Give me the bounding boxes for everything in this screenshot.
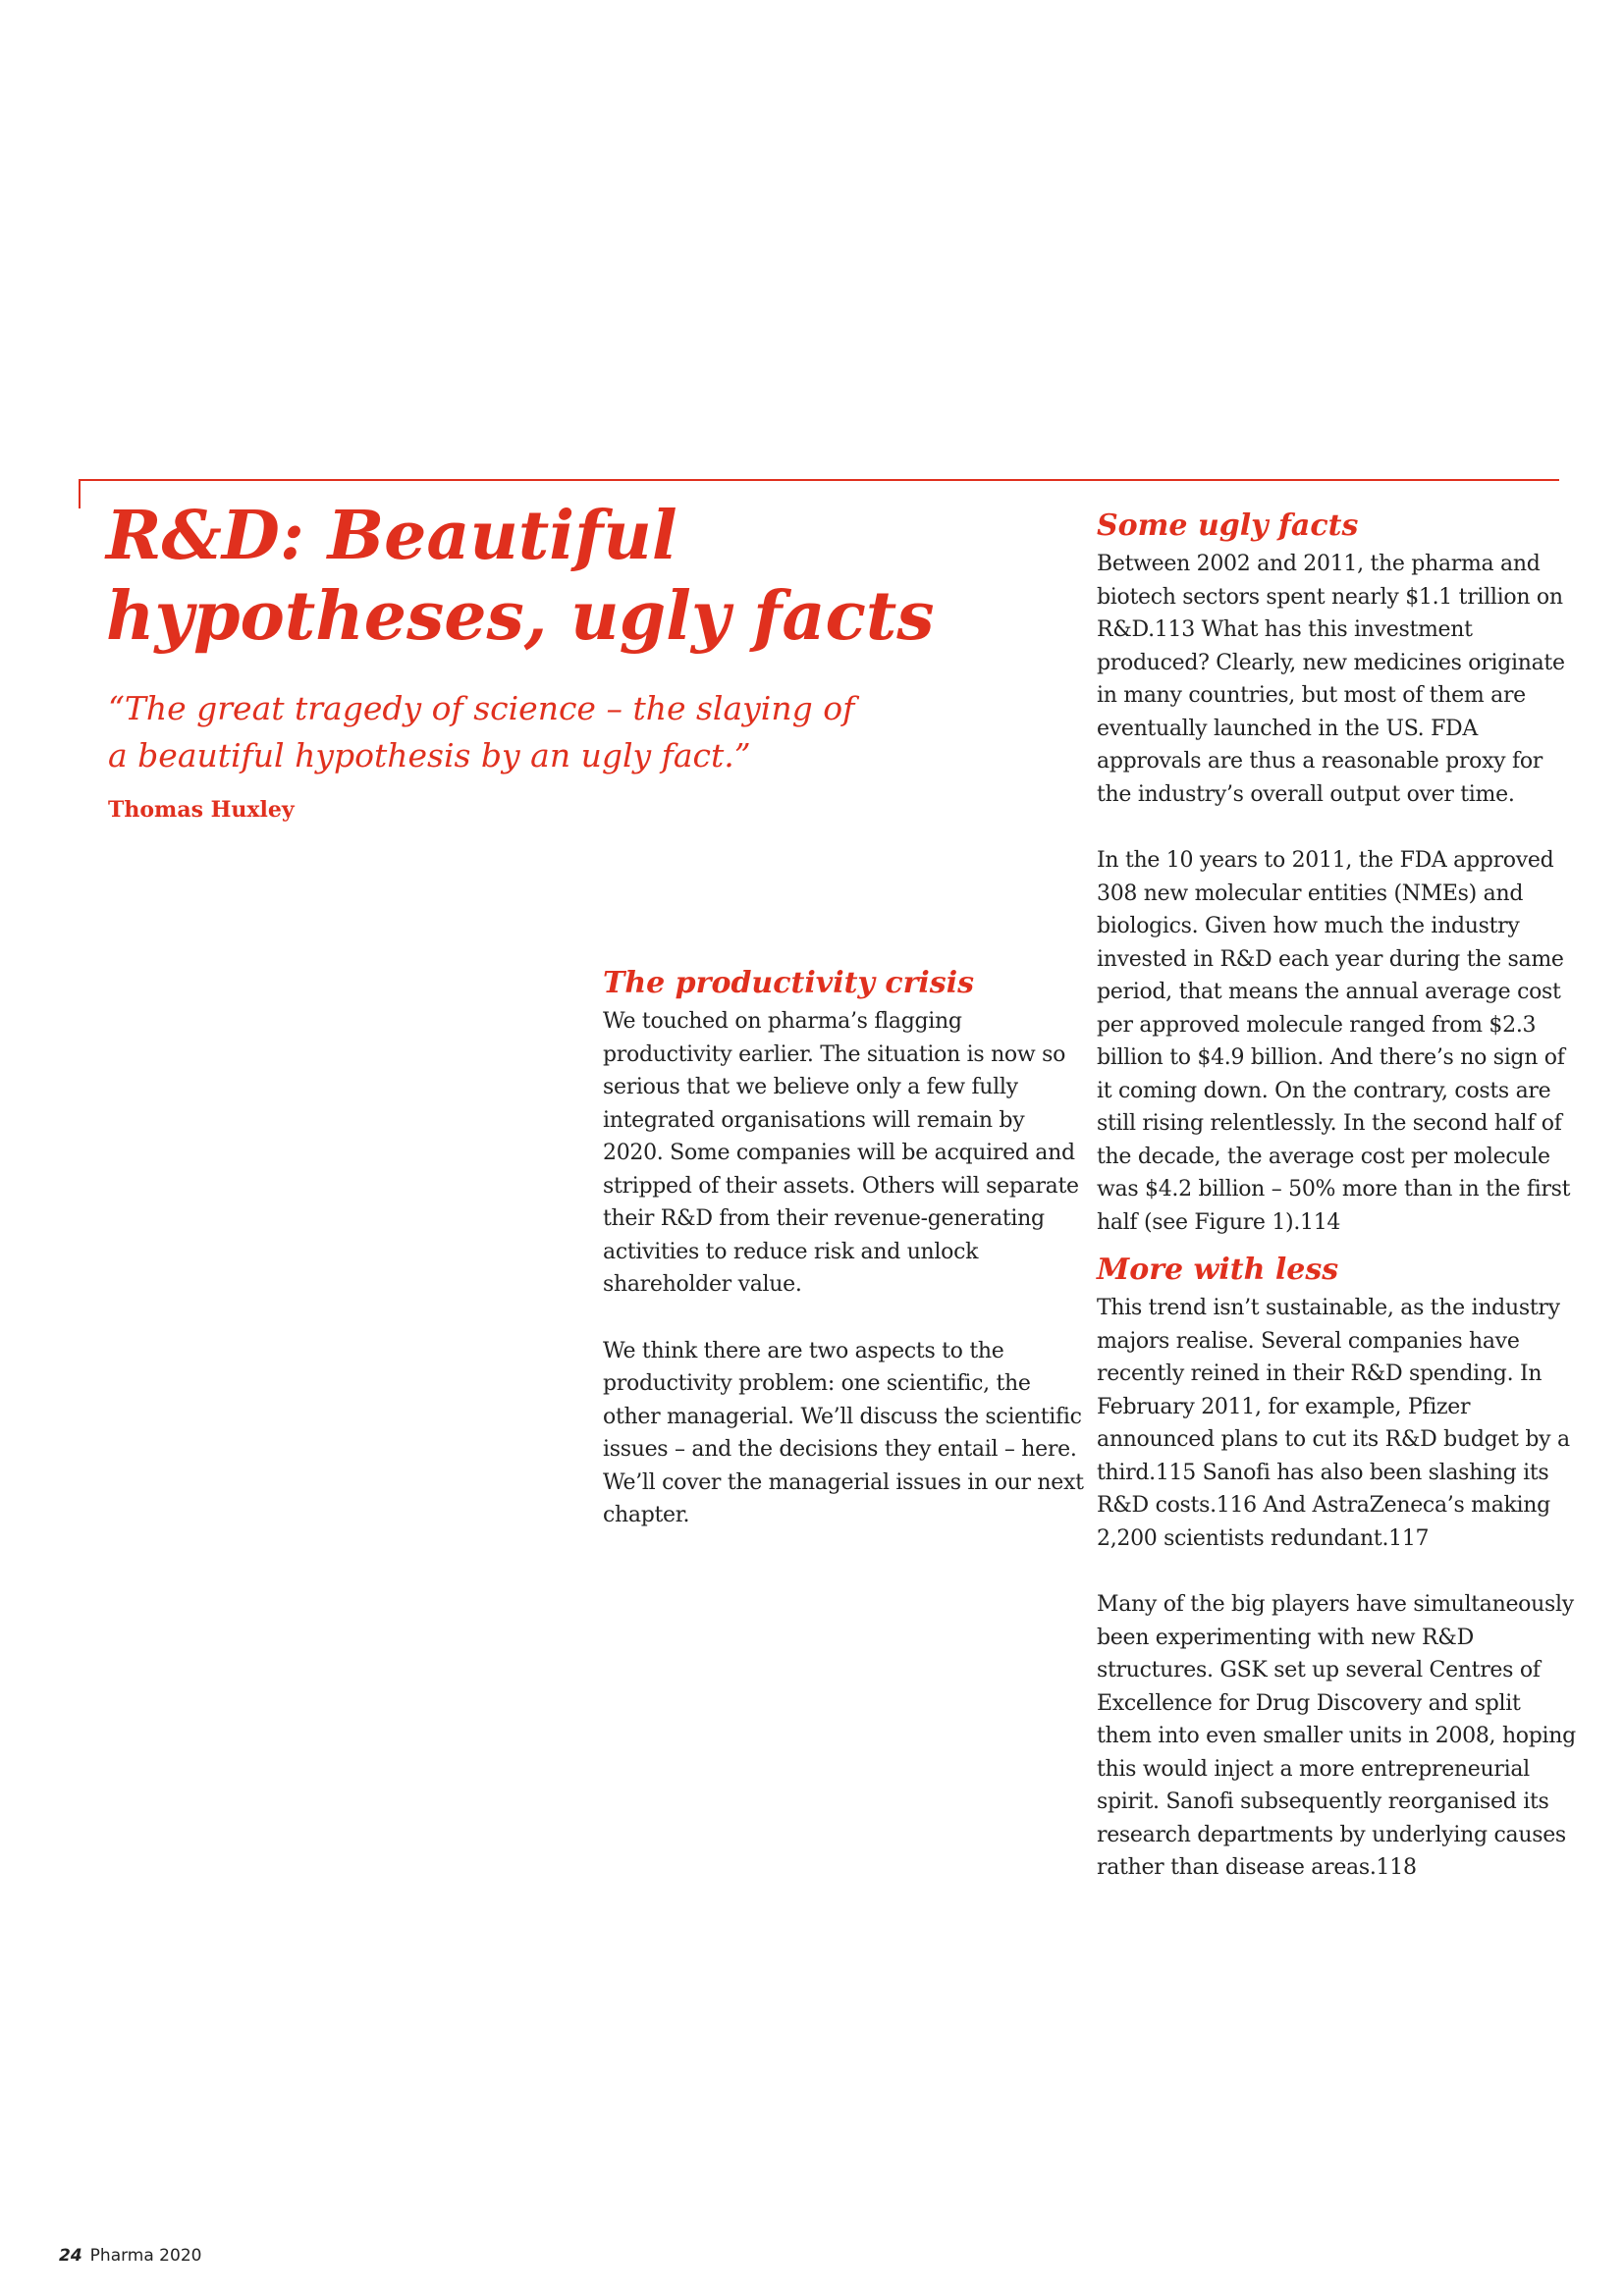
column-right — [1097, 507, 1578, 1885]
heading-some-ugly-facts: Some ugly facts — [1097, 508, 1359, 543]
paragraph: We touched on pharma’s flagging productivity earlier. The situation is now so serious that we believe only a few fully integrated organisations will remain by 2020. Some companies will be acquired and stripped of their assets. Others will separate their R&D from their revenue-generating activities to reduce risk and unlock shareholder value. — [603, 1009, 1079, 1297]
paragraph: Between 2002 and 2011, the pharma and biotech sectors spent nearly $1.1 trillion on R&D.113 What has this investment produced? Clearly, new medicines originate in many countries, but most of them are eventually launched in the US. FDA approvals are thus a reasonable proxy for the industry’s overall output over time. — [1097, 552, 1565, 807]
heading-productivity-crisis: The productivity crisis — [603, 966, 974, 1000]
page-number: 24 — [59, 2246, 82, 2266]
publication-name: Pharma 2020 — [89, 2246, 202, 2266]
paragraph: Many of the big players have simultaneously been experimenting with new R&D structures. GSK set up several Centres of Excellence for Drug Discovery and split them into even smaller units in 2008, hoping this would inject a more entrepreneurial spirit. Sanofi subsequently reorganised its research departments by underlying causes rather than disease areas.118 — [1097, 1592, 1576, 1880]
page-title: R&D: Beautiful hypotheses, ugly facts — [106, 497, 935, 656]
paragraph: We think there are two aspects to the productivity problem: one scientific, the other managerial. We’ll discuss the scientific issues – and the decisions they entail – here. We’ll cover the managerial issues in our next chapter. — [603, 1338, 1084, 1527]
column-middle — [603, 964, 1084, 1532]
quote-author: Thomas Huxley — [108, 797, 295, 823]
paragraph: This trend isn’t sustainable, as the industry majors realise. Several companies have recently reined in their R&D spending. In February 2011, for example, Pfizer announced plans to cut its R&D budget by a third.115 Sanofi has also been slashing its R&D costs.116 And AstraZeneca’s making 2,200 scientists redundant.117 — [1097, 1296, 1570, 1551]
heading-more-with-less: More with less — [1097, 1253, 1339, 1287]
paragraph: In the 10 years to 2011, the FDA approved 308 new molecular entities (NMEs) and biologics. Given how much the industry invested in R&D each year during the same period, that means the annual average cost per approved molecule ranged from $2.3 billion to $4.9 billion. And there’s no sign of it coming down. On the contrary, costs are still rising relentlessly. In the second half of the decade, the average cost per molecule was $4.2 billion – 50% more than in the first half (see Figure 1).114 — [1097, 848, 1571, 1235]
header-rule — [79, 479, 1559, 481]
header-rule-tick — [79, 479, 81, 508]
pull-quote: “The great tragedy of science – the slaying of a beautiful hypothesis by an ugly fact.” — [108, 689, 855, 774]
page-footer — [59, 2246, 201, 2266]
